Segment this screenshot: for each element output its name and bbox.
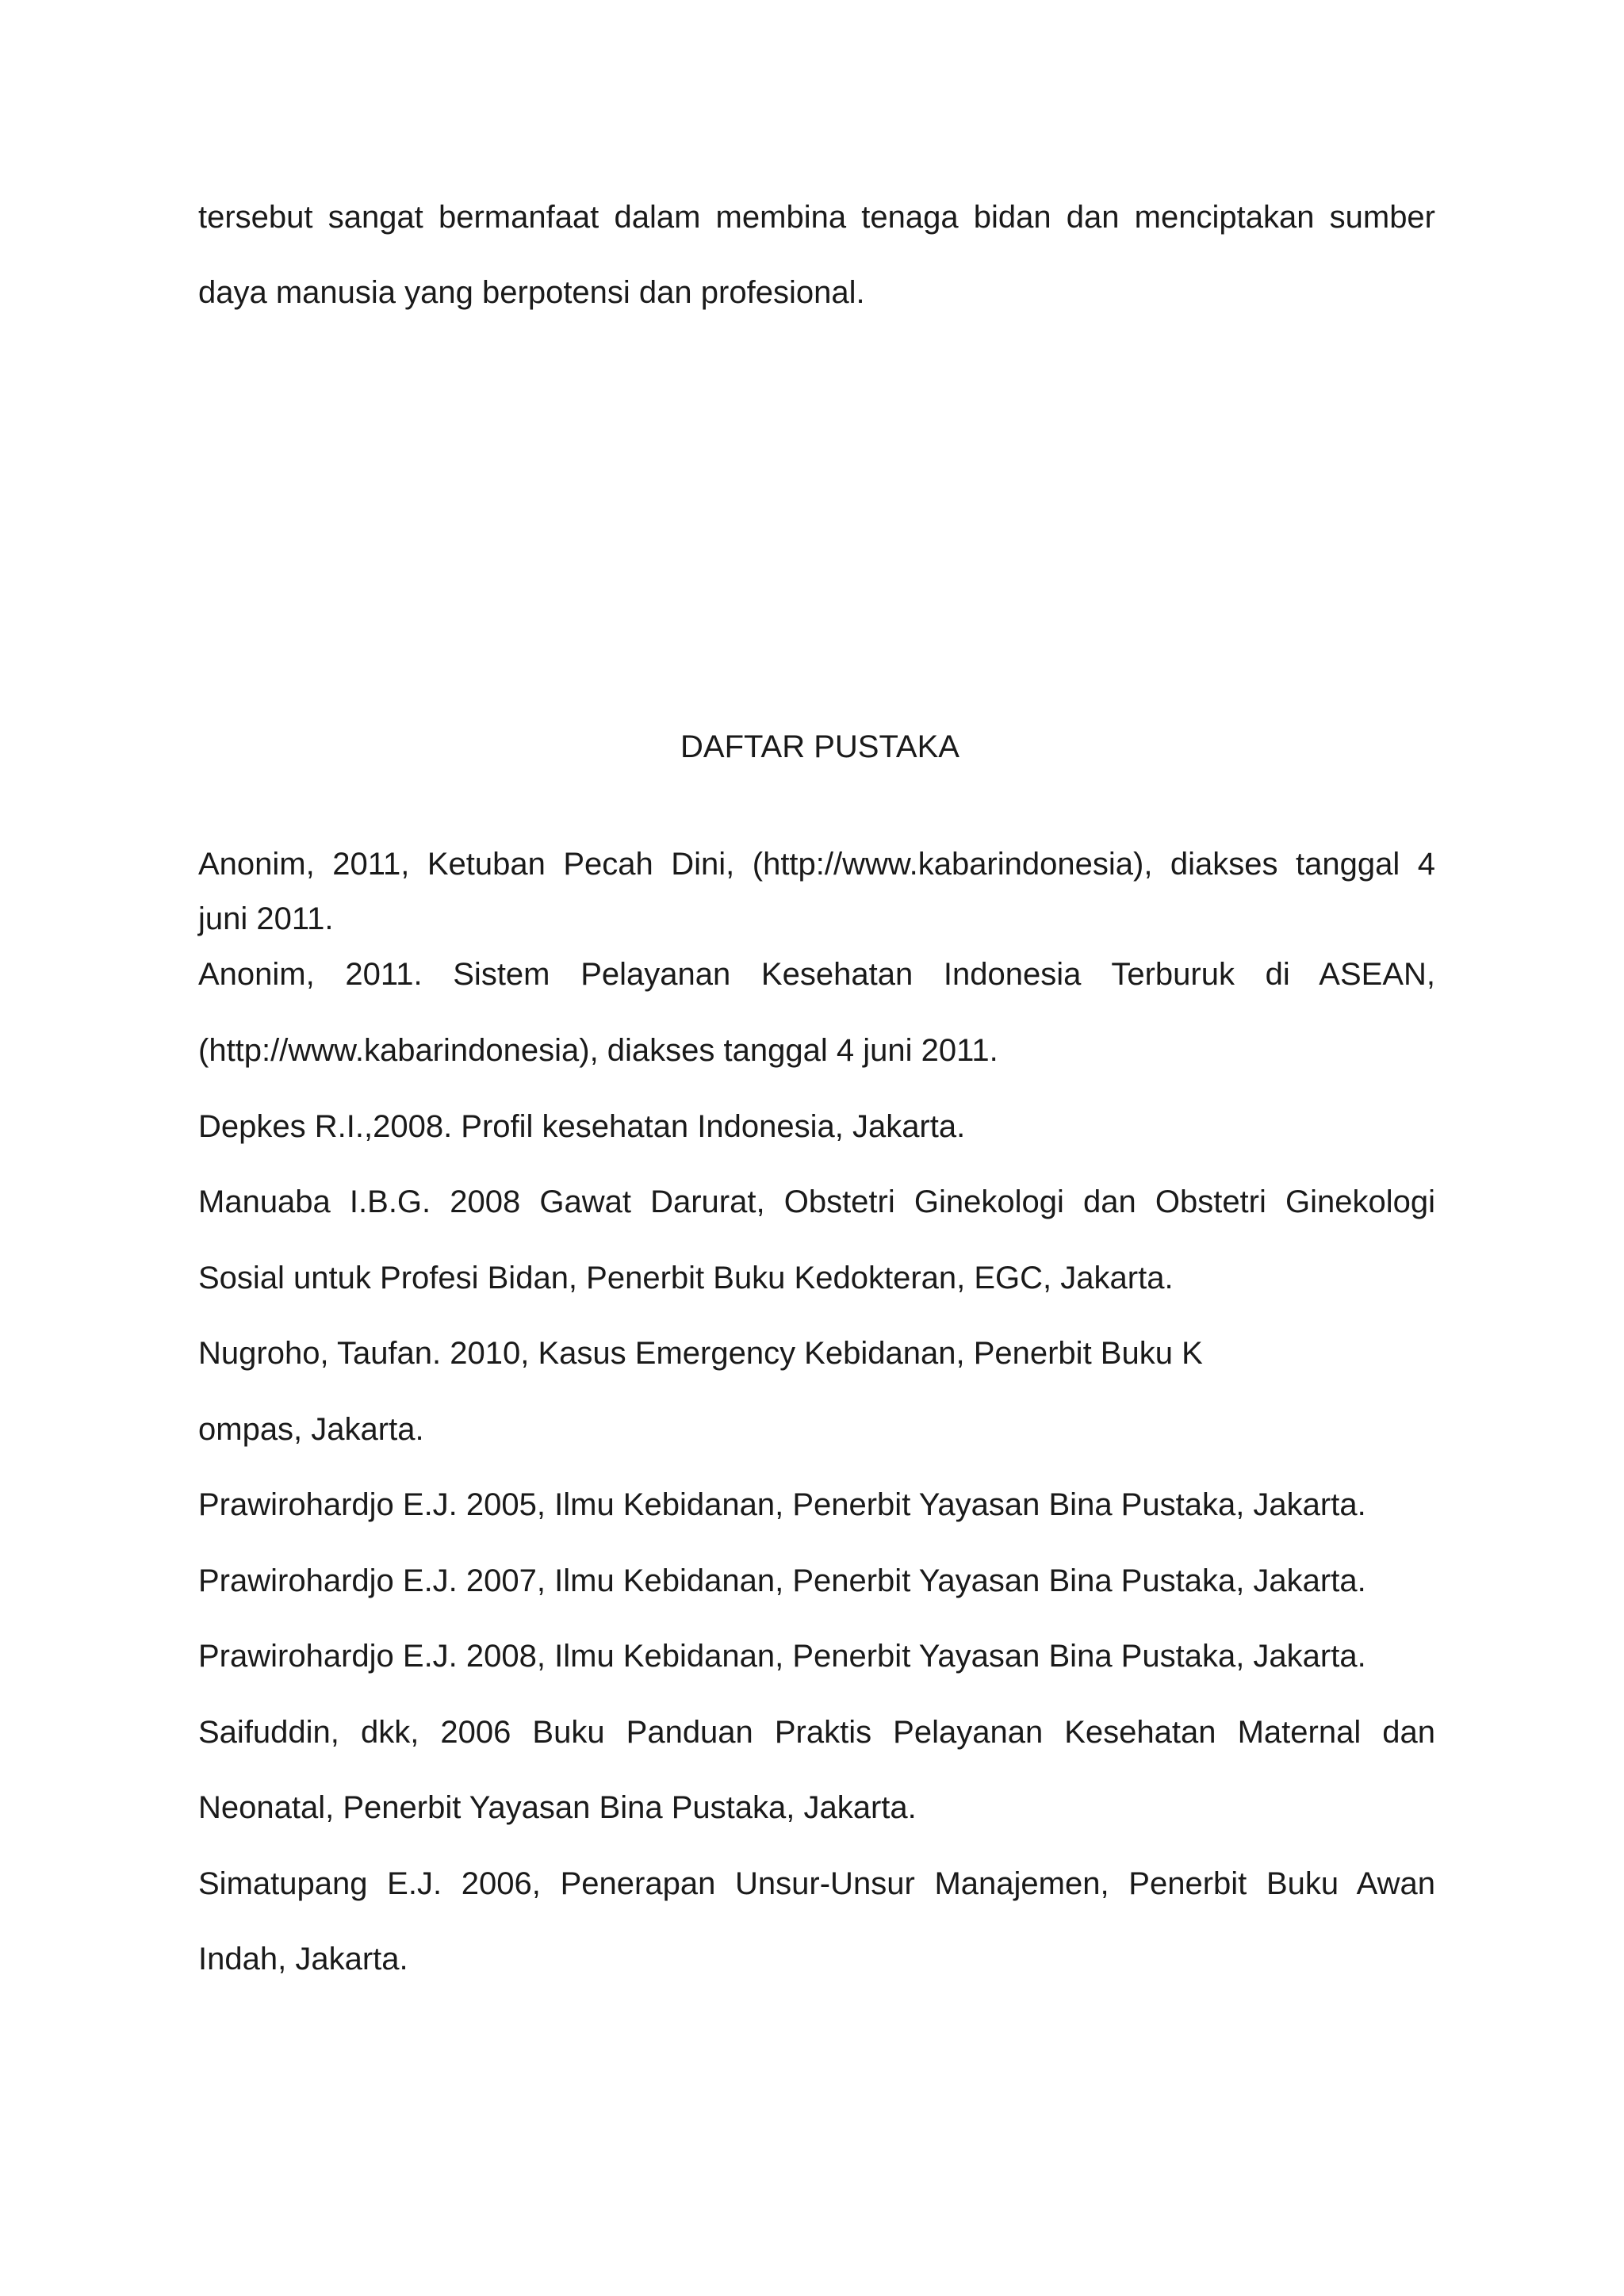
reference-line: Simatupang E.J. 2006, Penerapan Unsur-Unsur Manajemen, Penerbit Buku Awan: [198, 1866, 1435, 1901]
reference-line: Sosial untuk Profesi Bidan, Penerbit Buku Kedokteran, EGC, Jakarta.: [198, 1261, 1174, 1295]
reference-line: (http://www.kabarindonesia), diakses tanggal 4 juni 2011.: [198, 1033, 998, 1068]
reference-line: Depkes R.I.,2008. Profil kesehatan Indonesia, Jakarta.: [198, 1109, 966, 1144]
intro-line-2: daya manusia yang berpotensi dan profesional.: [198, 275, 865, 310]
reference-line: Manuaba I.B.G. 2008 Gawat Darurat, Obstetri Ginekologi dan Obstetri Ginekologi: [198, 1184, 1435, 1219]
reference-line: Neonatal, Penerbit Yayasan Bina Pustaka, Jakarta.: [198, 1790, 917, 1825]
reference-line: juni 2011.: [198, 901, 334, 936]
reference-line: Saifuddin, dkk, 2006 Buku Panduan Praktis Pelayanan Kesehatan Maternal dan: [198, 1715, 1435, 1750]
reference-line: Prawirohardjo E.J. 2007, Ilmu Kebidanan, Penerbit Yayasan Bina Pustaka, Jakarta.: [198, 1563, 1366, 1598]
reference-line: Anonim, 2011, Ketuban Pecah Dini, (http://www.kabarindonesia), diakses tanggal 4: [198, 847, 1435, 882]
reference-line: Prawirohardjo E.J. 2005, Ilmu Kebidanan, Penerbit Yayasan Bina Pustaka, Jakarta.: [198, 1487, 1366, 1522]
reference-line: Prawirohardjo E.J. 2008, Ilmu Kebidanan, Penerbit Yayasan Bina Pustaka, Jakarta.: [198, 1639, 1366, 1674]
reference-line: Anonim, 2011. Sistem Pelayanan Kesehatan Indonesia Terburuk di ASEAN,: [198, 957, 1435, 992]
bibliography-heading: DAFTAR PUSTAKA: [680, 729, 959, 764]
intro-line-1: tersebut sangat bermanfaat dalam membina tenaga bidan dan menciptakan sumber: [198, 200, 1435, 235]
reference-line: Nugroho, Taufan. 2010, Kasus Emergency Kebidanan, Penerbit Buku K: [198, 1336, 1203, 1371]
reference-line: ompas, Jakarta.: [198, 1412, 424, 1447]
reference-line: Indah, Jakarta.: [198, 1942, 408, 1976]
